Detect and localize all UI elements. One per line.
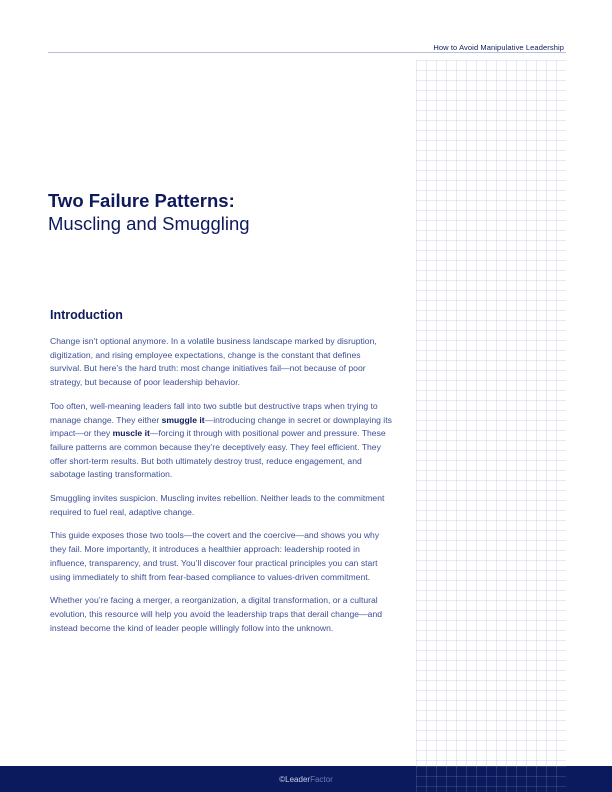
paragraph-4: This guide exposes those two tools—the covert and the coercive—and shows you why they fail. More importantly, it introduces a healthier approach: leadership rooted in influence, transparency, and trust. You’ll discover four practical principles you can start using immediately to shift from fear-based compliance to values-driven commitment. (50, 530, 380, 582)
paragraph-2-part-c: —introducing change in secret or downplaying its impact—or they (50, 414, 392, 439)
running-header: How to Avoid Manipulative Leadership (433, 43, 564, 52)
paragraph-1: Change isn’t optional anymore. In a volatile business landscape marked by disruption, digitization, and rising employee expectations, change is the constant that defines survival. But here’s the hard truth: most change initiatives fail—not because of poor strategy, but because of poor leadership behavior. (50, 336, 377, 388)
emphasis-muscle: muscle it (112, 428, 150, 439)
footer-brand (0, 775, 612, 784)
paragraph-2-part-a: Too often, well-meaning leaders fall into two subtle but destructive traps when trying to manage change. They either (50, 400, 378, 425)
paragraph-5: Whether you’re facing a merger, a reorganization, a digital transformation, or a cultural evolution, this resource will help you avoid the leadership traps that derail change—and instead become the kind of leader people willingly follow into the unknown. (50, 595, 383, 633)
page-footer (0, 766, 612, 792)
header-divider (48, 52, 566, 53)
emphasis-smuggle: smuggle it (161, 414, 205, 425)
decorative-grid (416, 60, 566, 766)
title-line-2: Muscling and Smuggling (48, 213, 250, 234)
page-title (48, 189, 408, 235)
footer-brand-factor: Factor (310, 775, 333, 784)
paragraph-3: Smuggling invites suspicion. Muscling invites rebellion. Neither leads to the commitment required to fuel real, adaptive change. (50, 493, 385, 517)
paragraph-2-part-e: —forcing it through with positional power and pressure. These failure patterns are common because they’re deceptively easy. They feel efficient. They offer short-term results. But both ultimately destroy trust, reduce engagement, and sabotage lasting transformation. (50, 428, 386, 480)
title-line-1: Two Failure Patterns: (48, 190, 235, 211)
paragraph-2 (50, 400, 392, 482)
section-heading: Introduction (50, 308, 123, 322)
introduction-section (50, 307, 392, 645)
footer-brand-leader: ©Leader (279, 775, 311, 784)
